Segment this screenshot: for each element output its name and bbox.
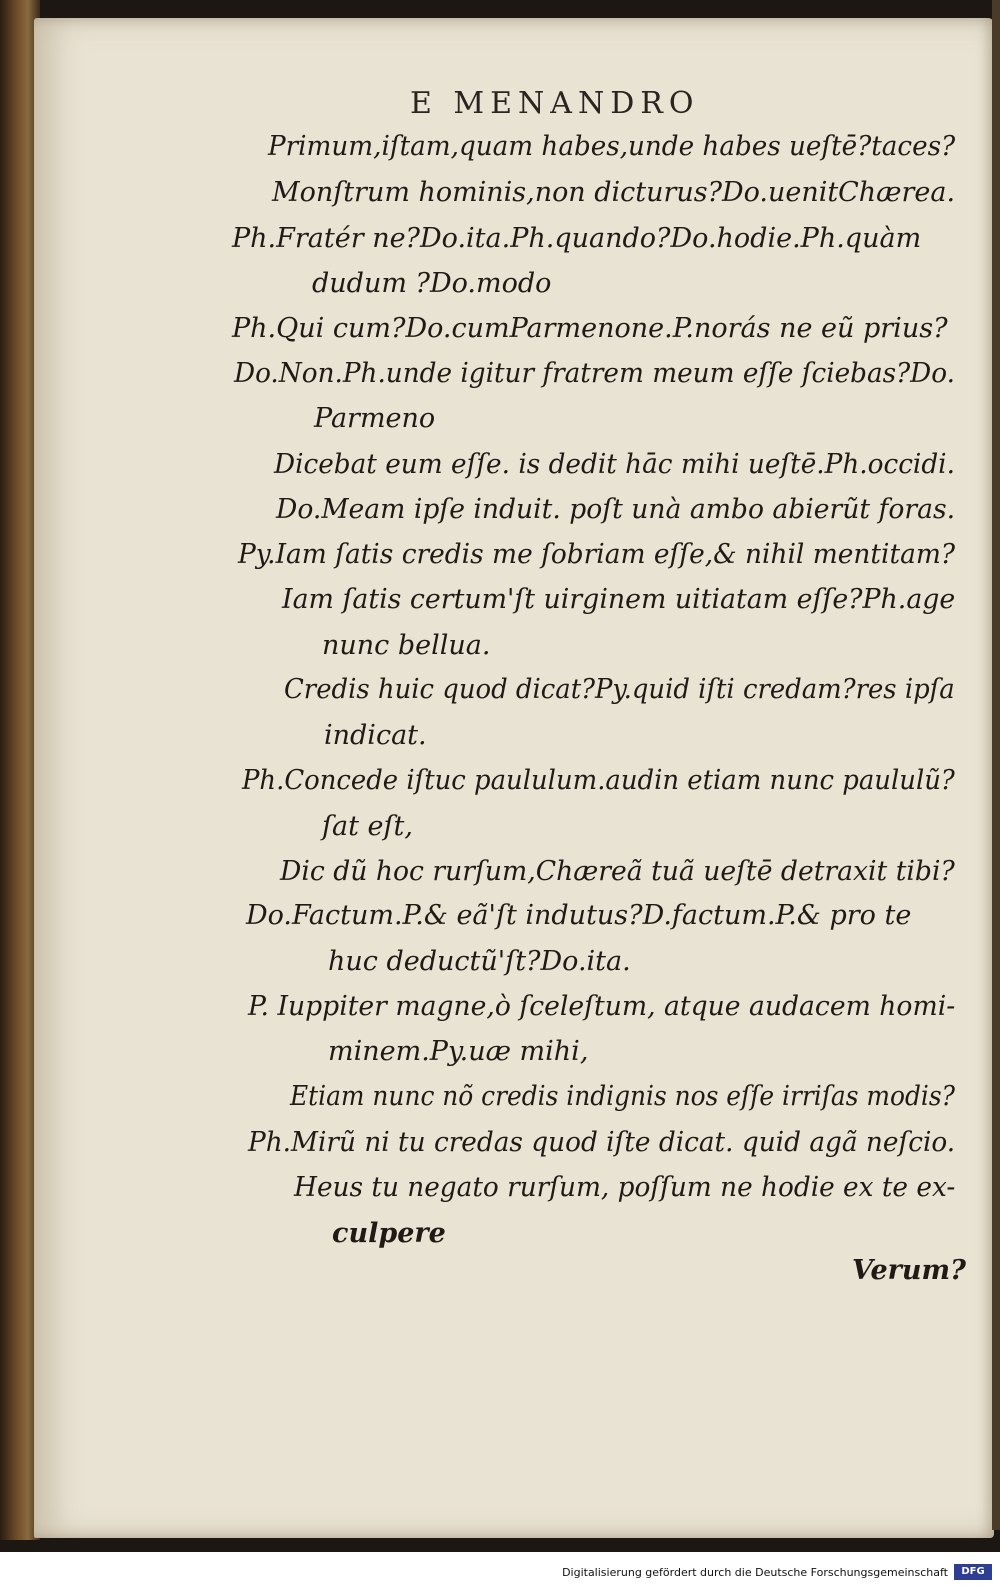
text-line: Iam ſatis certum'ſt uirginem uitiatam eſſe?Ph.age [282,584,956,615]
footer-credit: Digitalisierung gefördert durch die Deutsche Forschungsgemeinschaft [562,1566,948,1579]
footer-bar [0,1552,1000,1588]
dfg-logo: DFG [954,1564,992,1580]
text-line: Ph.Mirũ ni tu credas quod iſte dicat. quid agã neſcio. [248,1127,956,1158]
text-line: ſat eſt, [322,811,413,842]
text-line: culpere [332,1218,446,1249]
running-header: E MENANDRO [410,86,700,121]
text-line: Credis huic quod dicat?Py.quid iſti credam?res ipſa [284,674,955,705]
text-line: Primum,iſtam,quam habes,unde habes ueſtē?taces? [268,131,956,162]
text-line: Dicebat eum eſſe. is dedit hāc mihi ueſtē.Ph.occidi. [274,449,955,480]
text-line: P. Iuppiter magne,ò ſceleſtum, atque audacem homi- [248,991,956,1022]
text-line: Do.Non.Ph.unde igitur fratrem meum eſſe ſciebas?Do. [234,358,955,389]
text-line: Monſtrum hominis,non dicturus?Do.uenitChærea. [272,177,956,208]
text-line: Ph.Concede iſtuc paululum.audin etiam nunc paululũ? [242,765,955,796]
text-line: Py.Iam ſatis credis me ſobriam eſſe,& nihil mentitam? [238,539,956,570]
text-line: huc deductũ'ſt?Do.ita. [328,946,631,977]
text-line: Ph.Qui cum?Do.cumParmenone.P.norás ne eũ prius? [232,313,948,344]
text-line: dudum ?Do.modo [312,268,552,299]
text-line: Do.Meam ipſe induit. poſt unà ambo abierũt foras. [276,494,956,525]
catchword: Verum? [852,1255,966,1286]
text-line: Ph.Fratér ne?Do.ita.Ph.quando?Do.hodie.Ph.quàm [232,223,922,254]
text-line: Dic dũ hoc rurſum,Chæreã tuã ueſtē detraxit tibi? [280,856,955,887]
text-line: Etiam nunc nõ credis indignis nos eſſe irriſas modis? [290,1081,955,1112]
text-line: Do.Factum.P.& eã'ſt indutus?D.factum.P.& pro te [246,900,912,931]
text-line: nunc bellua. [322,630,491,661]
text-line: indicat. [324,720,427,751]
text-line: Heus tu negato rurſum, poſſum ne hodie ex te ex- [294,1172,956,1203]
text-line: Parmeno [314,403,436,434]
text-line: minem.Py.uæ mihi, [328,1036,589,1067]
